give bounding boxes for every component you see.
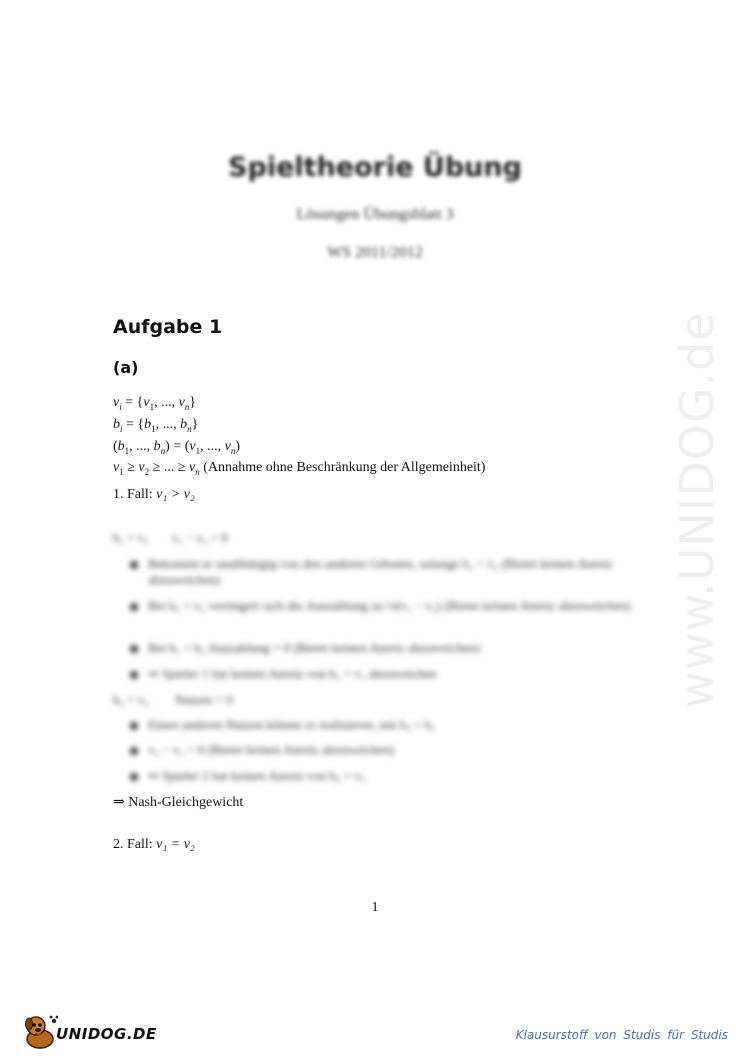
- definition-line-2: $b_i = \{b_1$, ..., $b_n$}: [113, 416, 199, 434]
- bullet-icon: [130, 773, 138, 781]
- logo-text: UNIDOG.DE: [56, 1025, 157, 1043]
- watermark: [642, 285, 750, 735]
- blurred-bullet-text: ⇒ Spieler 1 hat keinen Anreiz von b₁ = v₁ abzuweichen: [148, 666, 437, 681]
- blurred-line: b₂ = v₂ Nutzen = 0: [113, 692, 233, 707]
- conclusion-line: ⇒ Nash-Gleichgewicht: [113, 795, 244, 810]
- document-semester: WS 2011/2012: [327, 244, 423, 261]
- subsection-heading: (a): [113, 358, 139, 377]
- watermark-text: www.UNIDOG.de: [670, 311, 724, 709]
- case-1-label: 1. Fall:: [113, 487, 157, 502]
- definition-line-3: ($b_1$, ..., $b_n) = (v_1$, ..., $v_n$): [113, 438, 241, 456]
- definition-line-1: $v_i = \{v_1$, ..., $v_n$}: [113, 395, 197, 412]
- case-2-line: [113, 837, 195, 853]
- definitions-block: [113, 394, 485, 481]
- definition-line-4: $v_1 \ge v_2$ ≥ ... ≥ $v_n$ (Annahme ohne Beschränkung der Allgemeinheit): [113, 460, 486, 478]
- blurred-bullet-text: Bei b₁ < b₂ Auszahlung = 0 (Bietet keinen Anreiz abzuweichen): [148, 640, 481, 655]
- dog-mascot-icon: [22, 1013, 58, 1051]
- bullet-icon: [130, 603, 138, 611]
- case-2-expression: v₁ = v₂: [156, 837, 195, 852]
- blurred-bullet-text: v₂ − v₁ < 0 (Bietet keinen Anreiz abzuweichen): [148, 742, 395, 757]
- blurred-line: b₁ = v₁ v₁ − v₂ > 0: [113, 530, 228, 545]
- document-title: Spieltheorie Übung: [228, 152, 522, 183]
- case-1-line: [113, 487, 195, 503]
- case-2-label: 2. Fall:: [113, 837, 157, 852]
- section-heading: Aufgabe 1: [113, 316, 223, 338]
- page-number: 1: [371, 900, 379, 915]
- blurred-bullet-text: Bekommt er unabhängig von den anderen Geboten, solange b₁ > v₂ (Bietet keinen Anreiz abzuweichen): [148, 556, 613, 587]
- footer-tagline: Klausurstoff von Studis für Studis: [515, 1028, 728, 1042]
- bullet-icon: [130, 747, 138, 755]
- bullet-icon: [130, 561, 138, 569]
- logo[interactable]: [22, 1013, 162, 1051]
- blurred-bullet-text: ⇒ Spieler 2 hat keinen Anreiz von b₂ = v₂: [148, 768, 366, 783]
- bullet-icon: [130, 722, 138, 730]
- bullet-icon: [130, 645, 138, 653]
- blurred-bullet-text: Bei b₁ = v₂ verringert sich die Auszahlung zu ½(v₁ − v₂) (Bietet keinen Anreiz abzuweichen): [148, 598, 631, 613]
- case-1-expression: v₁ > v₂: [156, 487, 195, 502]
- document-subtitle: Lösungen Übungsblatt 3: [296, 206, 454, 223]
- bullet-icon: [130, 671, 138, 679]
- assumption-text: (Annahme ohne Beschränkung der Allgemeinheit): [203, 460, 486, 476]
- blurred-bullet-text: Einen anderen Nutzen könnte er realisieren, mit b₂ > b₁: [148, 717, 436, 732]
